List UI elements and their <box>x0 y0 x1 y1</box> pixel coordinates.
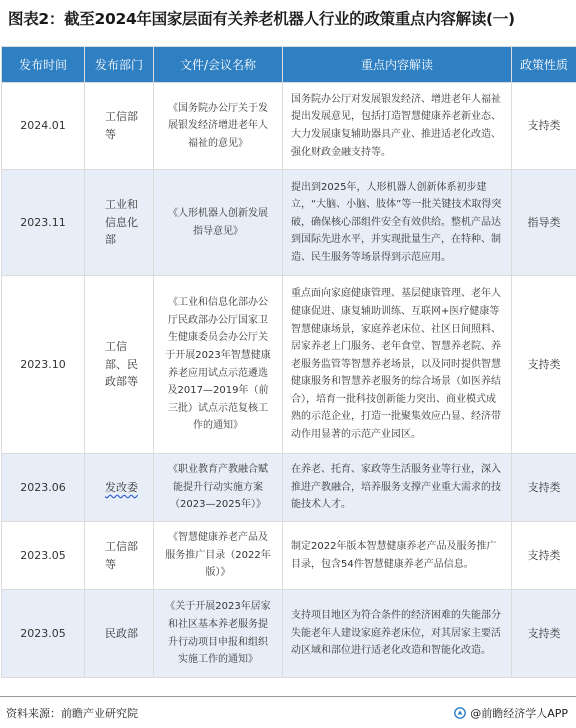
cell-date: 2023.06 <box>2 454 85 522</box>
cell-key: 在养老、托育、家政等生活服务业等行业，深入推进产教融合，培养服务支撑产业重大需求的技能技术人才。 <box>283 454 512 522</box>
table-header-row <box>2 47 576 83</box>
header-dept: 发布部门 <box>85 47 154 83</box>
cell-dept: 工信部、民政部等 <box>85 276 154 454</box>
footer-divider <box>0 696 576 697</box>
cell-doc: 《智慧健康养老产品及服务推广目录（2022年版）》 <box>154 522 283 590</box>
source-note: 资料来源：前瞻产业研究院 <box>6 707 138 720</box>
policy-table <box>1 46 576 678</box>
cell-date: 2023.05 <box>2 590 85 678</box>
cell-dept: 工信部等 <box>85 522 154 590</box>
cell-doc: 《人形机器人创新发展指导意见》 <box>154 170 283 276</box>
cell-nature: 支持类 <box>512 522 576 590</box>
cell-key: 国务院办公厅对发展银发经济、增进老年人福祉提出发展意见，包括打造智慧健康养老新业态、大力发展康复辅助器具产业、推进适老化改造、强化财政金融支持等。 <box>283 83 512 170</box>
cell-nature: 支持类 <box>512 276 576 454</box>
cell-key: 支持项目地区为符合条件的经济困难的失能部分失能老年人建设家庭养老床位，对其居家主要活动区域和部位进行适老化改造和智能化改造。 <box>283 590 512 678</box>
header-doc: 文件/会议名称 <box>154 47 283 83</box>
cell-key: 重点面向家庭健康管理、基层健康管理、老年人健康促进、康复辅助训练、互联网+医疗健康等智慧健康场景，家庭养老床位、社区日间照料、居家养老上门服务、老年食堂、智慧养老院、养老服务监管等智慧养老场景，以及同时提供智慧健康服务和智慧养老服务的综合场景（如医养结合），培育一批科技创新能力突出、商业模式成熟的示范企业，打造一批聚集效应凸显、经济带动作用显著的示范产业园区。 <box>283 276 512 454</box>
cell-date: 2023.05 <box>2 522 85 590</box>
dept-text: 发改委 <box>105 480 138 494</box>
table-row <box>2 454 576 522</box>
brand-credit <box>454 705 568 721</box>
table-row <box>2 522 576 590</box>
cell-doc: 《国务院办公厅关于发展银发经济增进老年人福祉的意见》 <box>154 83 283 170</box>
cell-key: 制定2022年版本智慧健康养老产品及服务推广目录，包含54件智慧健康养老产品信息。 <box>283 522 512 590</box>
cell-nature: 支持类 <box>512 83 576 170</box>
cell-doc: 《职业教育产教融合赋能提升行动实施方案（2023—2025年）》 <box>154 454 283 522</box>
cell-dept: 工信部等 <box>85 83 154 170</box>
chart-title: 图表2：截至2024年国家层面有关养老机器人行业的政策重点内容解读(一) <box>8 10 515 28</box>
cell-dept: 工业和信息化部 <box>85 170 154 276</box>
cell-dept <box>85 454 154 522</box>
footer <box>0 696 576 728</box>
table-row <box>2 170 576 276</box>
header-key: 重点内容解读 <box>283 47 512 83</box>
cell-date: 2023.10 <box>2 276 85 454</box>
brand-text: @前瞻经济学人APP <box>470 707 568 720</box>
table-row <box>2 83 576 170</box>
cell-nature: 支持类 <box>512 590 576 678</box>
table-row <box>2 590 576 678</box>
cell-nature: 支持类 <box>512 454 576 522</box>
cell-key: 提出到2025年，人形机器人创新体系初步建立，“大脑、小脑、肢体”等一批关键技术取得突破，确保核心部组件安全有效供给。整机产品达到国际先进水平，并实现批量生产，在特种、制造、民生服务等场景得到示范应用。 <box>283 170 512 276</box>
cell-date: 2024.01 <box>2 83 85 170</box>
header-nature: 政策性质 <box>512 47 576 83</box>
cell-doc: 《关于开展2023年居家和社区基本养老服务提升行动项目申报和组织实施工作的通知》 <box>154 590 283 678</box>
cell-doc: 《工业和信息化部办公厅民政部办公厅国家卫生健康委员会办公厅关于开展2023年智慧健康养老应用试点示范遴选及2017—2019年（前三批）试点示范复核工作的通知》 <box>154 276 283 454</box>
cell-date: 2023.11 <box>2 170 85 276</box>
cell-nature: 指导类 <box>512 170 576 276</box>
cell-dept: 民政部 <box>85 590 154 678</box>
table-row <box>2 276 576 454</box>
header-date: 发布时间 <box>2 47 85 83</box>
brand-logo-icon <box>454 707 466 719</box>
